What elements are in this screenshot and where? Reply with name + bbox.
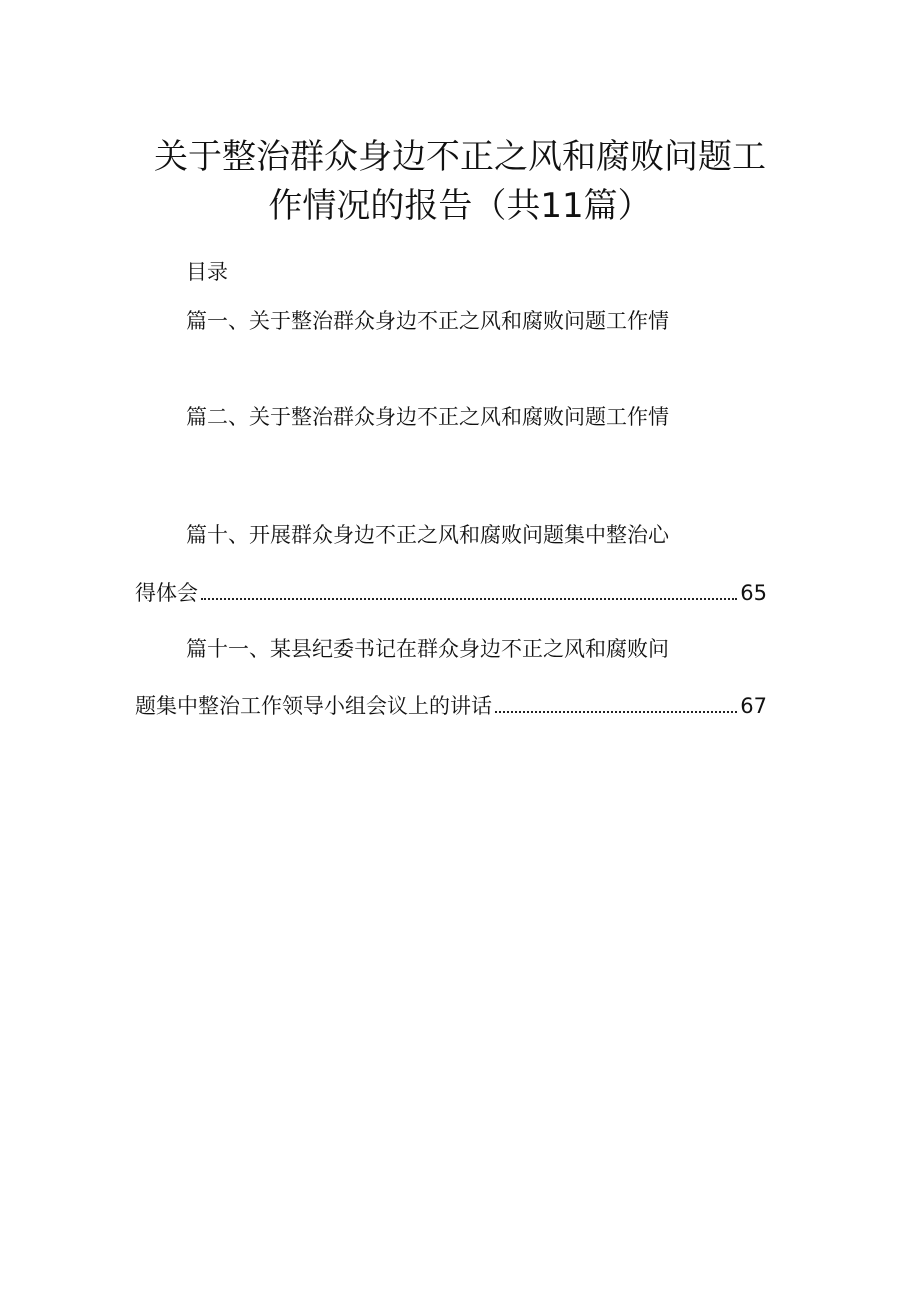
document-title-line-2: 作情况的报告（共11篇） bbox=[268, 186, 652, 226]
toc-entry-10[interactable]: 篇十、开展群众身边不正之风和腐败问题集中整治心 bbox=[186, 523, 669, 547]
toc-leader-dots bbox=[201, 598, 737, 600]
toc-entry-11[interactable]: 篇十一、某县纪委书记在群众身边不正之风和腐败问 bbox=[186, 637, 669, 661]
toc-entry-10-label-cont: 得体会 bbox=[135, 581, 198, 605]
toc-entry-2[interactable]: 篇二、关于整治群众身边不正之风和腐败问题工作情 bbox=[186, 405, 669, 429]
toc-entry-11-page: 67 bbox=[740, 694, 767, 718]
toc-entry-11-continuation[interactable] bbox=[135, 691, 767, 721]
toc-leader-dots bbox=[495, 711, 737, 713]
toc-heading: 目录 bbox=[186, 260, 228, 284]
toc-entry-10-page: 65 bbox=[740, 581, 767, 605]
toc-entry-10-continuation[interactable] bbox=[135, 578, 767, 608]
toc-entry-11-label-cont: 题集中整治工作领导小组会议上的讲话 bbox=[135, 694, 492, 718]
document-title-line-1: 关于整治群众身边不正之风和腐败问题工 bbox=[154, 137, 766, 177]
toc-entry-1[interactable]: 篇一、关于整治群众身边不正之风和腐败问题工作情 bbox=[186, 309, 669, 333]
